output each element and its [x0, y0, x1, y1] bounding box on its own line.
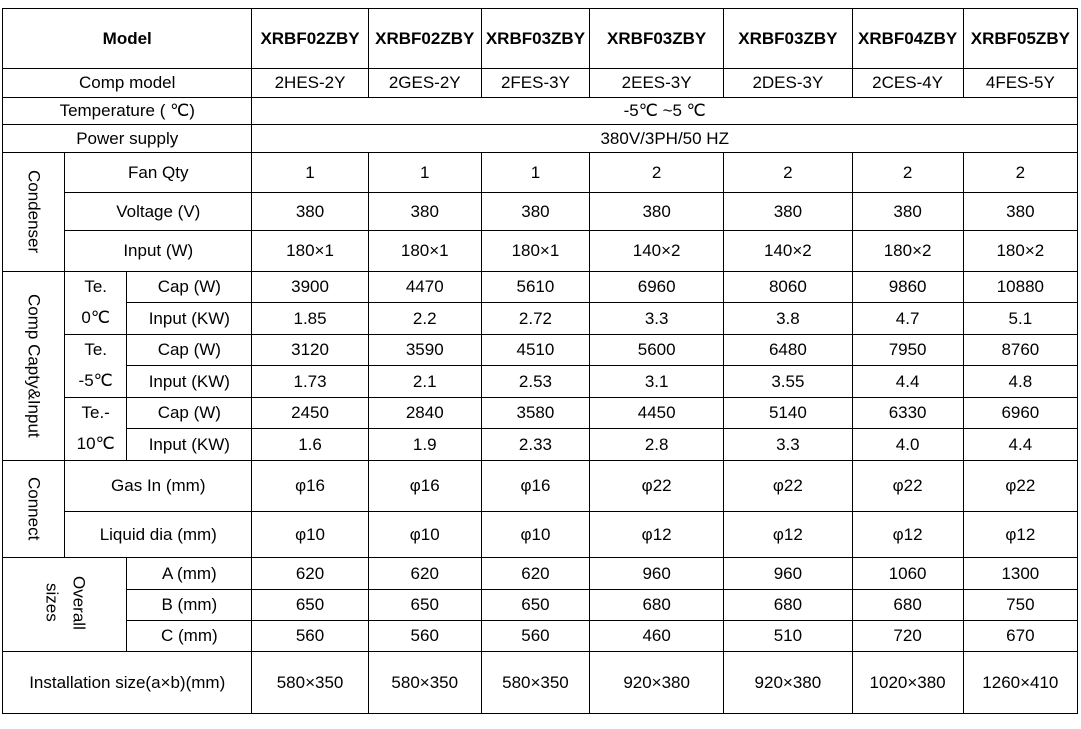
size-c-cell: 560 [481, 621, 589, 652]
te-label [65, 272, 127, 335]
comp-input-label: Input (KW) [127, 366, 252, 398]
comp-input-cell: 3.55 [724, 366, 852, 398]
cap-cell: 3120 [252, 335, 368, 366]
installation-cell: 1020×380 [852, 652, 963, 714]
power-supply-value: 380V/3PH/50 HZ [252, 125, 1078, 153]
liquid-cell: φ12 [724, 512, 852, 558]
model-name-cell: XRBF05ZBY [963, 9, 1077, 69]
size-a-cell: 1300 [963, 558, 1077, 590]
fan-qty-cell: 2 [590, 153, 724, 193]
size-a-cell: 1060 [852, 558, 963, 590]
cap-cell: 7950 [852, 335, 963, 366]
model-name-cell: XRBF02ZBY [252, 9, 368, 69]
comp-capacity-group-label: Comp Capty&Input [3, 272, 65, 461]
cap-cell: 6960 [590, 272, 724, 303]
size-b-cell: 680 [852, 590, 963, 621]
cap-cell: 2450 [252, 398, 368, 429]
comp-input-cell: 3.1 [590, 366, 724, 398]
comp-input-cell: 1.73 [252, 366, 368, 398]
size-b-label: B (mm) [127, 590, 252, 621]
fan-qty-cell: 1 [481, 153, 589, 193]
overall-label-line2: sizes [42, 583, 62, 622]
cap-label: Cap (W) [127, 398, 252, 429]
size-b-cell: 680 [590, 590, 724, 621]
comp-model-cell: 4FES-5Y [963, 69, 1077, 98]
fan-qty-label: Fan Qty [65, 153, 252, 193]
comp-input-cell: 1.6 [252, 429, 368, 461]
cap-cell: 6960 [963, 398, 1077, 429]
size-b-cell: 680 [724, 590, 852, 621]
liquid-cell: φ10 [368, 512, 481, 558]
condenser-input-cell: 140×2 [590, 231, 724, 272]
model-name-cell: XRBF02ZBY [368, 9, 481, 69]
size-a-cell: 620 [481, 558, 589, 590]
size-a-cell: 960 [590, 558, 724, 590]
installation-cell: 580×350 [252, 652, 368, 714]
cap-label: Cap (W) [127, 272, 252, 303]
power-supply-label: Power supply [3, 125, 252, 153]
te-label [65, 335, 127, 398]
liquid-label: Liquid dia (mm) [65, 512, 252, 558]
installation-row [3, 652, 1078, 714]
condenser-group-label: Condenser [3, 153, 65, 272]
model-name-cell: XRBF03ZBY [724, 9, 852, 69]
comp-model-cell: 2FES-3Y [481, 69, 589, 98]
liquid-cell: φ12 [963, 512, 1077, 558]
cap-cell: 4510 [481, 335, 589, 366]
header-row [3, 9, 1078, 69]
comp-model-cell: 2DES-3Y [724, 69, 852, 98]
cap-cell: 3900 [252, 272, 368, 303]
temperature-value: -5℃ ~5 ℃ [252, 98, 1078, 125]
condenser-input-cell: 180×2 [852, 231, 963, 272]
condenser-input-row [3, 231, 1078, 272]
condenser-input-cell: 180×1 [481, 231, 589, 272]
liquid-cell: φ10 [481, 512, 589, 558]
comp-model-label: Comp model [3, 69, 252, 98]
model-name-cell: XRBF03ZBY [590, 9, 724, 69]
size-b-cell: 650 [481, 590, 589, 621]
comp-input-label: Input (KW) [127, 303, 252, 335]
installation-cell: 920×380 [590, 652, 724, 714]
condenser-input-cell: 180×2 [963, 231, 1077, 272]
comp-input-label: Input (KW) [127, 429, 252, 461]
comp-input-cell: 3.3 [724, 429, 852, 461]
cap-cell: 5140 [724, 398, 852, 429]
size-b-cell: 750 [963, 590, 1077, 621]
cap-cell: 3590 [368, 335, 481, 366]
cap-cell: 8760 [963, 335, 1077, 366]
installation-cell: 920×380 [724, 652, 852, 714]
cap-cell: 5610 [481, 272, 589, 303]
comp-input-row [3, 303, 1078, 335]
size-c-cell: 720 [852, 621, 963, 652]
condenser-input-cell: 180×1 [252, 231, 368, 272]
gas-in-cell: φ22 [590, 461, 724, 512]
installation-cell: 580×350 [481, 652, 589, 714]
comp-input-cell: 4.0 [852, 429, 963, 461]
cap-cell: 6330 [852, 398, 963, 429]
model-name-cell: XRBF04ZBY [852, 9, 963, 69]
liquid-cell: φ12 [852, 512, 963, 558]
cap-label: Cap (W) [127, 335, 252, 366]
gas-in-row [3, 461, 1078, 512]
fan-qty-cell: 2 [852, 153, 963, 193]
comp-input-cell: 2.72 [481, 303, 589, 335]
fan-qty-cell: 2 [963, 153, 1077, 193]
capacity-row [3, 398, 1078, 429]
size-c-cell: 560 [368, 621, 481, 652]
installation-cell: 580×350 [368, 652, 481, 714]
condenser-input-label: Input (W) [65, 231, 252, 272]
capacity-row [3, 272, 1078, 303]
voltage-cell: 380 [963, 193, 1077, 231]
gas-in-cell: φ16 [481, 461, 589, 512]
comp-input-cell: 4.8 [963, 366, 1077, 398]
voltage-cell: 380 [368, 193, 481, 231]
temperature-row [3, 98, 1078, 125]
comp-input-cell: 3.8 [724, 303, 852, 335]
gas-in-cell: φ16 [252, 461, 368, 512]
comp-model-row [3, 69, 1078, 98]
size-a-cell: 960 [724, 558, 852, 590]
comp-input-cell: 2.33 [481, 429, 589, 461]
size-a-cell: 620 [252, 558, 368, 590]
model-header: Model [3, 9, 252, 69]
condenser-voltage-row [3, 193, 1078, 231]
size-a-cell: 620 [368, 558, 481, 590]
comp-model-cell: 2GES-2Y [368, 69, 481, 98]
comp-model-cell: 2CES-4Y [852, 69, 963, 98]
te-label-line1: Te. [84, 277, 107, 297]
power-supply-row [3, 125, 1078, 153]
comp-input-cell: 2.8 [590, 429, 724, 461]
te-label-line2: 10℃ [76, 434, 115, 453]
size-c-cell: 670 [963, 621, 1077, 652]
cap-cell: 6480 [724, 335, 852, 366]
liquid-cell: φ12 [590, 512, 724, 558]
capacity-row [3, 335, 1078, 366]
comp-input-cell: 4.4 [963, 429, 1077, 461]
comp-input-cell: 1.9 [368, 429, 481, 461]
installation-label: Installation size(a×b)(mm) [3, 652, 252, 714]
comp-input-row [3, 366, 1078, 398]
cap-cell: 4450 [590, 398, 724, 429]
voltage-cell: 380 [724, 193, 852, 231]
comp-model-cell: 2HES-2Y [252, 69, 368, 98]
spec-table-body [3, 9, 1078, 714]
size-b-row [3, 590, 1078, 621]
fan-qty-cell: 1 [368, 153, 481, 193]
spec-table [2, 8, 1078, 714]
voltage-cell: 380 [481, 193, 589, 231]
condenser-input-cell: 140×2 [724, 231, 852, 272]
size-b-cell: 650 [368, 590, 481, 621]
voltage-cell: 380 [590, 193, 724, 231]
te-label-line1: Te. [84, 340, 107, 360]
comp-input-cell: 2.2 [368, 303, 481, 335]
liquid-cell: φ10 [252, 512, 368, 558]
voltage-cell: 380 [252, 193, 368, 231]
comp-input-cell: 5.1 [963, 303, 1077, 335]
condenser-input-cell: 180×1 [368, 231, 481, 272]
connect-group-label: Connect [3, 461, 65, 558]
size-c-label: C (mm) [127, 621, 252, 652]
size-c-row [3, 621, 1078, 652]
te-label-line1: Te.- [81, 403, 110, 423]
overall-label-line1: Overall [69, 575, 89, 630]
cap-cell: 10880 [963, 272, 1077, 303]
comp-input-cell: 2.1 [368, 366, 481, 398]
gas-in-cell: φ22 [724, 461, 852, 512]
comp-input-cell: 3.3 [590, 303, 724, 335]
overall-sizes-label-wrap [42, 576, 87, 630]
model-name-cell: XRBF03ZBY [481, 9, 589, 69]
comp-model-cell: 2EES-3Y [590, 69, 724, 98]
cap-cell: 9860 [852, 272, 963, 303]
gas-in-label: Gas In (mm) [65, 461, 252, 512]
overall-sizes-label [3, 558, 127, 652]
condenser-fan-row [3, 153, 1078, 193]
comp-input-cell: 4.7 [852, 303, 963, 335]
gas-in-cell: φ22 [963, 461, 1077, 512]
comp-input-cell: 1.85 [252, 303, 368, 335]
voltage-cell: 380 [852, 193, 963, 231]
size-c-cell: 510 [724, 621, 852, 652]
comp-input-cell: 2.53 [481, 366, 589, 398]
gas-in-cell: φ22 [852, 461, 963, 512]
liquid-row [3, 512, 1078, 558]
size-b-cell: 650 [252, 590, 368, 621]
gas-in-cell: φ16 [368, 461, 481, 512]
te-label-line2: -5℃ [78, 371, 113, 390]
fan-qty-cell: 1 [252, 153, 368, 193]
voltage-label: Voltage (V) [65, 193, 252, 231]
fan-qty-cell: 2 [724, 153, 852, 193]
installation-cell: 1260×410 [963, 652, 1077, 714]
cap-cell: 2840 [368, 398, 481, 429]
cap-cell: 4470 [368, 272, 481, 303]
comp-input-row [3, 429, 1078, 461]
cap-cell: 3580 [481, 398, 589, 429]
te-label [65, 398, 127, 461]
te-label-line2: 0℃ [81, 308, 110, 327]
comp-input-cell: 4.4 [852, 366, 963, 398]
cap-cell: 5600 [590, 335, 724, 366]
cap-cell: 8060 [724, 272, 852, 303]
size-a-label: A (mm) [127, 558, 252, 590]
size-a-row [3, 558, 1078, 590]
size-c-cell: 560 [252, 621, 368, 652]
temperature-label: Temperature ( ℃) [3, 98, 252, 125]
size-c-cell: 460 [590, 621, 724, 652]
